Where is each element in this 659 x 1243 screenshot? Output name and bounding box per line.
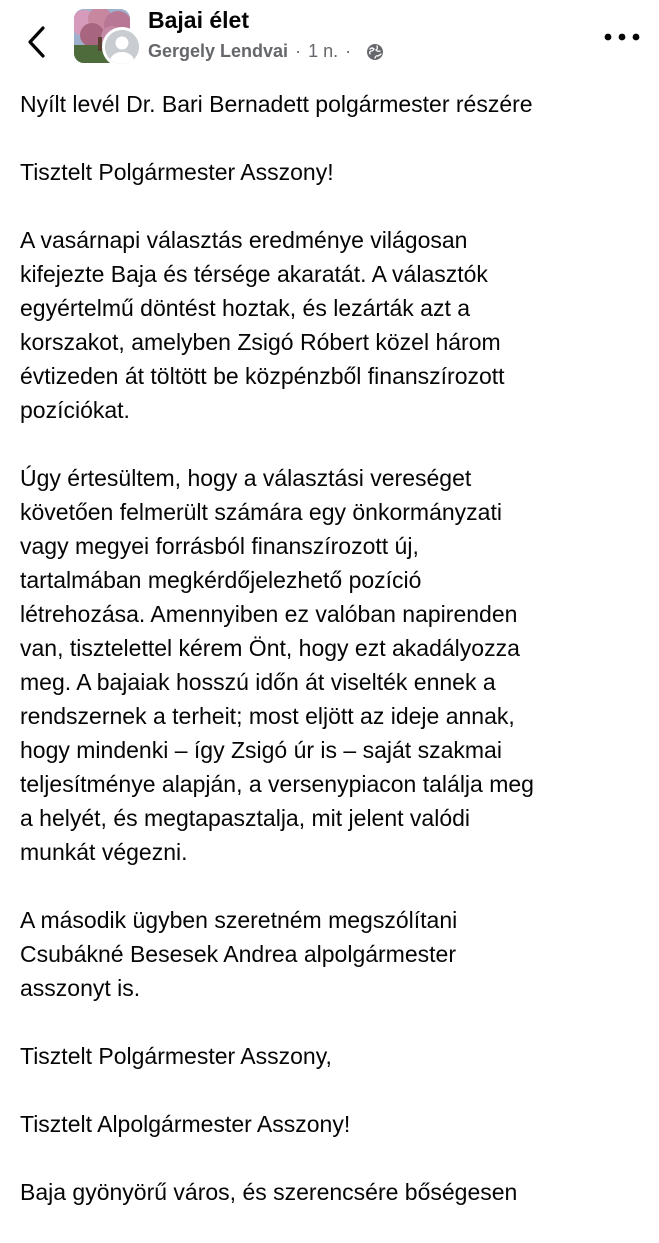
post-time[interactable]: 1 n.	[308, 41, 339, 61]
post-paragraph: Úgy értesültem, hogy a választási vereséget követően felmerült számára egy önkormányzati vagy megyei forrásból finanszírozott új, tartalmában megkérdőjelezhető pozíció létrehozása. Amennyiben ez valóban napirenden van, tisztelettel kérem Önt, hogy ezt akadályozza meg. A bajaiak hosszú időn át viselték ennek a rendszernek a terheit; most eljött az ideje annak, hogy mindenki – így Zsigó úr is – saját szakmai teljesítménye alapján, a versenypiacon találja meg a helyét, és megtapasztalja, mit jelent valódi munkát végezni.	[20, 465, 534, 865]
post-paragraph: Nyílt levél Dr. Bari Bernadett polgármester részére	[20, 91, 533, 117]
more-dots-icon	[604, 33, 640, 41]
default-profile-icon	[105, 30, 139, 64]
post-paragraph: Tisztelt Polgármester Asszony!	[20, 159, 334, 185]
more-options-button[interactable]	[600, 22, 644, 52]
author-name-link[interactable]: Gergely Lendvai	[148, 41, 289, 61]
post-header	[0, 0, 659, 80]
post-paragraph: Baja gyönyörű város, és szerencsére bőségesen	[20, 1179, 518, 1205]
back-button[interactable]	[20, 22, 54, 62]
post-paragraph: Tisztelt Polgármester Asszony,	[20, 1043, 332, 1069]
meta-separator: ·	[345, 41, 352, 61]
post-paragraph: A második ügyben szeretném megszólítani Csubákné Besesek Andrea alpolgármester asszonyt is.	[20, 907, 458, 1001]
meta-separator: ·	[295, 41, 302, 61]
chevron-left-icon	[27, 25, 47, 59]
post-paragraph: A vasárnapi választás eredménye világosan kifejezte Baja és térsége akaratát. A választók egyértelmű döntést hoztak, és lezárták azt a korszakot, amelyben Zsigó Róbert közel három évtizeden át töltött be közpénzből finanszírozott pozíciókat.	[20, 227, 505, 423]
post-meta	[148, 41, 384, 62]
author-avatar[interactable]	[102, 27, 142, 67]
group-name-link[interactable]: Bajai élet	[148, 7, 249, 33]
post-paragraph: Tisztelt Alpolgármester Asszony!	[20, 1111, 351, 1137]
post-text	[20, 87, 650, 1243]
globe-icon	[366, 43, 384, 61]
